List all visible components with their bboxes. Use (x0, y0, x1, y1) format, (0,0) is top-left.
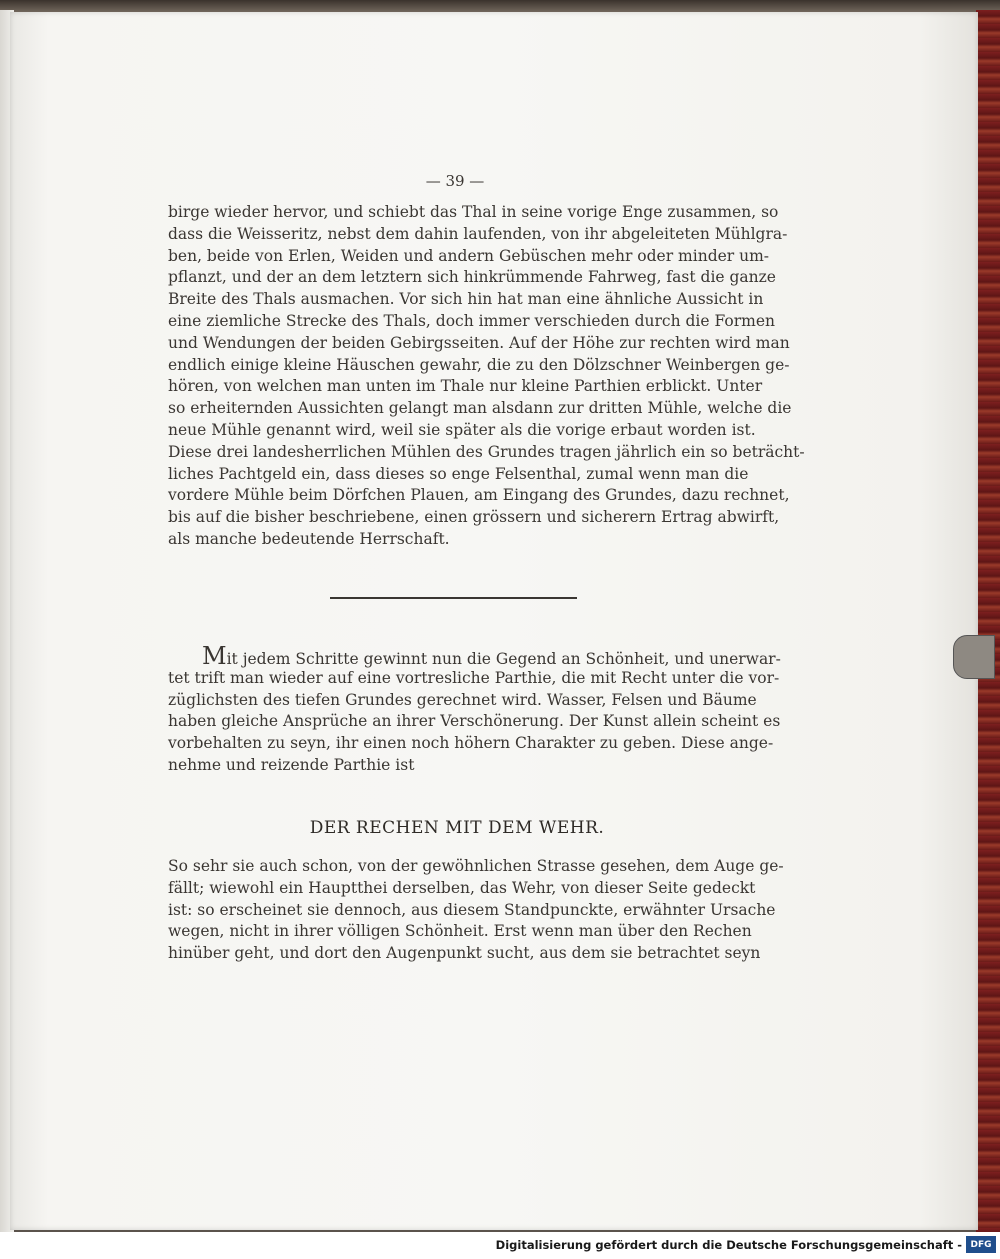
paragraph-2-first-line: Mit jedem Schritte gewinnt nun die Gegend an Schönheit, und unerwar- (202, 642, 781, 670)
paragraph-1-line: eine ziemliche Strecke des Thals, doch immer verschieden durch die Formen (168, 311, 775, 330)
paragraph-3-line: hinüber geht, und dort den Augenpunkt sucht, aus dem sie betrachtet seyn (168, 944, 761, 963)
drop-cap: M (202, 642, 227, 670)
paragraph-3-line: wegen, nicht in ihrer völligen Schönheit. Erst wenn man über den Rechen (168, 922, 752, 941)
paragraph-2-line: tet trift man wieder auf eine vortresliche Parthie, die mit Recht unter die vor- (168, 668, 780, 687)
paragraph-1-line: hören, von welchen man unten im Thale nur kleine Parthien erblickt. Unter (168, 377, 763, 396)
page-number: — 39 — (425, 172, 485, 190)
paragraph-2 (168, 642, 781, 777)
section-divider (330, 597, 577, 599)
paragraph-2-line: nehme und reizende Parthie ist (168, 755, 415, 774)
footer-bar (0, 1232, 1000, 1259)
paragraph-2-line: haben gleiche Ansprüche an ihrer Verschönerung. Der Kunst allein scheint es (168, 712, 781, 731)
paragraph-3-line: ist: so erscheinet sie dennoch, aus diesem Standpunckte, erwähnter Ursache (168, 900, 776, 919)
book-binding (976, 10, 1000, 1232)
paragraph-1-line: pflanzt, und der an dem letztern sich hinkrümmende Fahrweg, fast die ganze (168, 268, 776, 287)
paragraph-1-line: so erheiternden Aussichten gelangt man alsdann zur dritten Mühle, welche die (168, 399, 792, 418)
paragraph-1-line: bis auf die bisher beschriebene, einen grössern und sicherern Ertrag abwirft, (168, 508, 780, 527)
paragraph-1 (168, 202, 805, 551)
paragraph-1-line: und Wendungen der beiden Gebirgsseiten. Auf der Höhe zur rechten wird man (168, 333, 790, 352)
section-heading: DER RECHEN MIT DEM WEHR. (309, 818, 605, 838)
dfg-logo: DFG (966, 1236, 996, 1253)
paragraph-1-line: neue Mühle genannt wird, weil sie später als die vorige erbaut worden ist. (168, 420, 756, 439)
paragraph-1-line: endlich einige kleine Häuschen gewahr, die zu den Dölzschner Weinbergen ge- (168, 355, 790, 374)
paragraph-1-line: dass die Weisseritz, nebst dem dahin laufenden, von ihr abgeleiteten Mühlgra- (168, 224, 788, 243)
paragraph-3-line: fällt; wiewohl ein Hauptthei derselben, das Wehr, von dieser Seite gedeckt (168, 878, 756, 897)
paragraph-1-line: als manche bedeutende Herrschaft. (168, 529, 450, 548)
paragraph-1-line: Diese drei landesherrlichen Mühlen des Grundes tragen jährlich ein so beträcht- (168, 442, 805, 461)
funding-credit: Digitalisierung gefördert durch die Deutsche Forschungsgemeinschaft - (495, 1238, 962, 1252)
page-tab-marker (953, 635, 995, 679)
paragraph-1-line: ben, beide von Erlen, Weiden und andern Gebüschen mehr oder minder um- (168, 246, 770, 265)
paragraph-2-line: vorbehalten zu seyn, ihr einen noch höhern Charakter zu geben. Diese ange- (168, 734, 774, 753)
book-page (10, 12, 978, 1230)
paragraph-1-line: birge wieder hervor, und schiebt das Thal in seine vorige Enge zusammen, so (168, 203, 779, 221)
paragraph-1-line: vordere Mühle beim Dörfchen Plauen, am Eingang des Grundes, dazu rechnet, (168, 486, 790, 505)
paragraph-3-line: So sehr sie auch schon, von der gewöhnlichen Strasse gesehen, dem Auge ge- (168, 857, 784, 875)
paragraph-2-line: züglichsten des tiefen Grundes gerechnet wird. Wasser, Felsen und Bäume (168, 690, 757, 709)
paragraph-1-line: liches Pachtgeld ein, dass dieses so enge Felsenthal, zumal wenn man die (168, 464, 749, 483)
paragraph-1-line: Breite des Thals ausmachen. Vor sich hin hat man eine ähnliche Aussicht in (168, 290, 764, 309)
paragraph-3 (168, 856, 784, 965)
